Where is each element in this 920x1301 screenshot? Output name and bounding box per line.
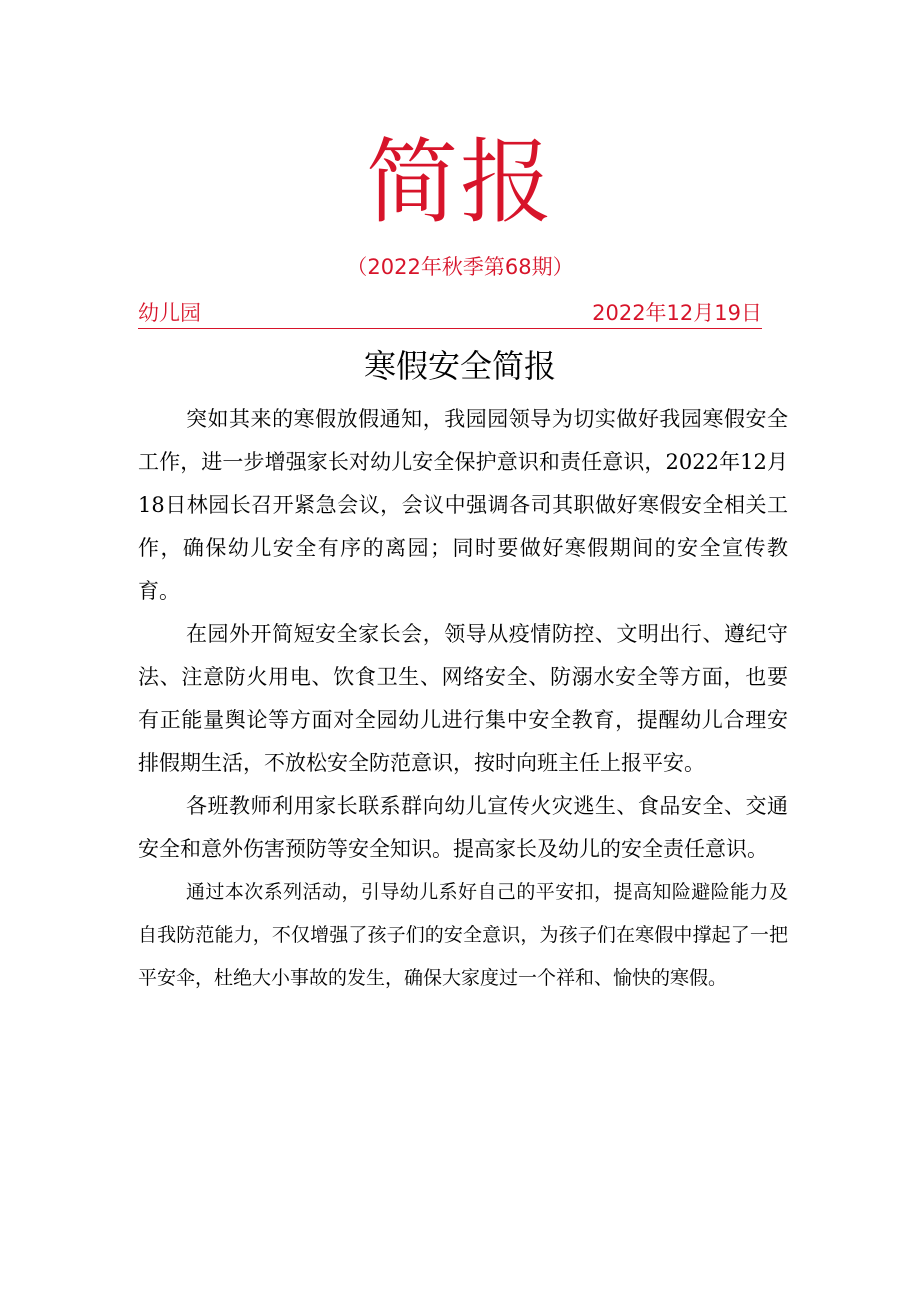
paragraph-1: 突如其来的寒假放假通知，我园园领导为切实做好我园寒假安全工作，进一步增强家长对幼儿安全保护意识和责任意识，2022年12月18日林园长召开紧急会议，会议中强调各司其职做好寒假安全相关工作，确保幼儿安全有序的离园；同时要做好寒假期间的安全宣传教育。 [138,407,788,603]
paragraph-2: 在园外开简短安全家长会，领导从疫情防控、文明出行、遵纪守法、注意防火用电、饮食卫生、网络安全、防溺水安全等方面，也要有正能量舆论等方面对全园幼儿进行集中安全教育，提醒幼儿合理安排假期生活，不放松安全防范意识，按时向班主任上报平安。 [138,622,788,775]
paragraph-4: 通过本次系列活动，引导幼儿系好自己的平安扣，提高知险避险能力及自我防范能力，不仅增强了孩子们的安全意识，为孩子们在寒假中撑起了一把平安伞，杜绝大小事故的发生，确保大家度过一个祥和、愉快的寒假。 [138,881,788,989]
masthead-divider-row [138,298,762,329]
article-body [138,398,788,1000]
article-title: 寒假安全简报 [363,347,556,385]
organization-name: 幼儿园 [138,301,201,325]
newsletter-title: 简报 [365,129,554,236]
issue-number: （2022年秋季第68期） [346,255,574,279]
publish-date: 2022年12月19日 [592,301,762,325]
paragraph-3: 各班教师利用家长联系群向幼儿宣传火灾逃生、食品安全、交通安全和意外伤害预防等安全知识。提高家长及幼儿的安全责任意识。 [138,794,788,861]
